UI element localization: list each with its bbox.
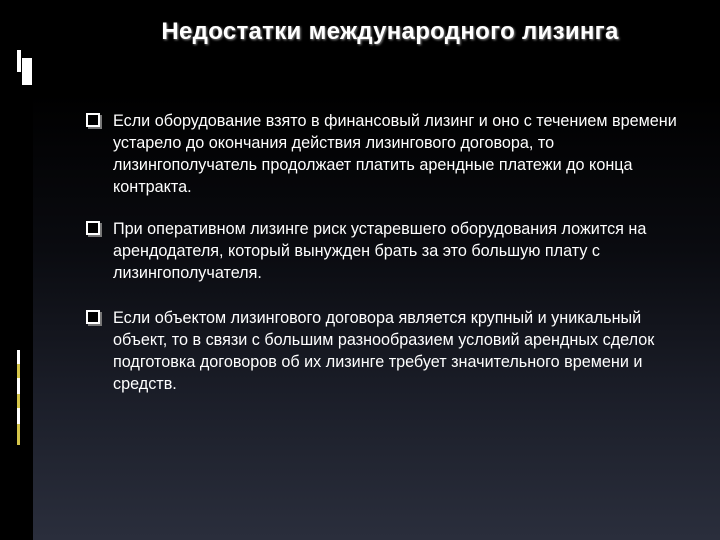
bullet-text: При оперативном лизинге риск устаревшего оборудования ложится на арендодателя, который вынужден брать за это большую плату с лизингополучателя. (113, 220, 647, 282)
bullet-item (86, 218, 696, 284)
slide-title: Недостатки международного лизинга (161, 18, 619, 45)
striped-accent-decoration (17, 350, 20, 445)
corner-bar-decoration (17, 50, 21, 72)
bullet-text: Если объектом лизингового договора является крупный и уникальный объект, то в связи с большим разнообразием условий арендных сделок подготовка договоров об их лизинге требует значительного времени и средств. (113, 309, 655, 393)
checkbox-bullet-icon (86, 113, 100, 127)
checkbox-bullet-icon (86, 310, 100, 324)
corner-block-decoration (22, 58, 32, 85)
checkbox-bullet-icon (86, 221, 100, 235)
bullet-list (86, 110, 696, 415)
bullet-item (86, 307, 696, 395)
bullet-text: Если оборудование взято в финансовый лизинг и оно с течением времени устарело до окончания действия лизингового договора, то лизингополучатель продолжает платить арендные платежи до конца контракта. (113, 112, 677, 196)
bullet-item (86, 110, 696, 198)
